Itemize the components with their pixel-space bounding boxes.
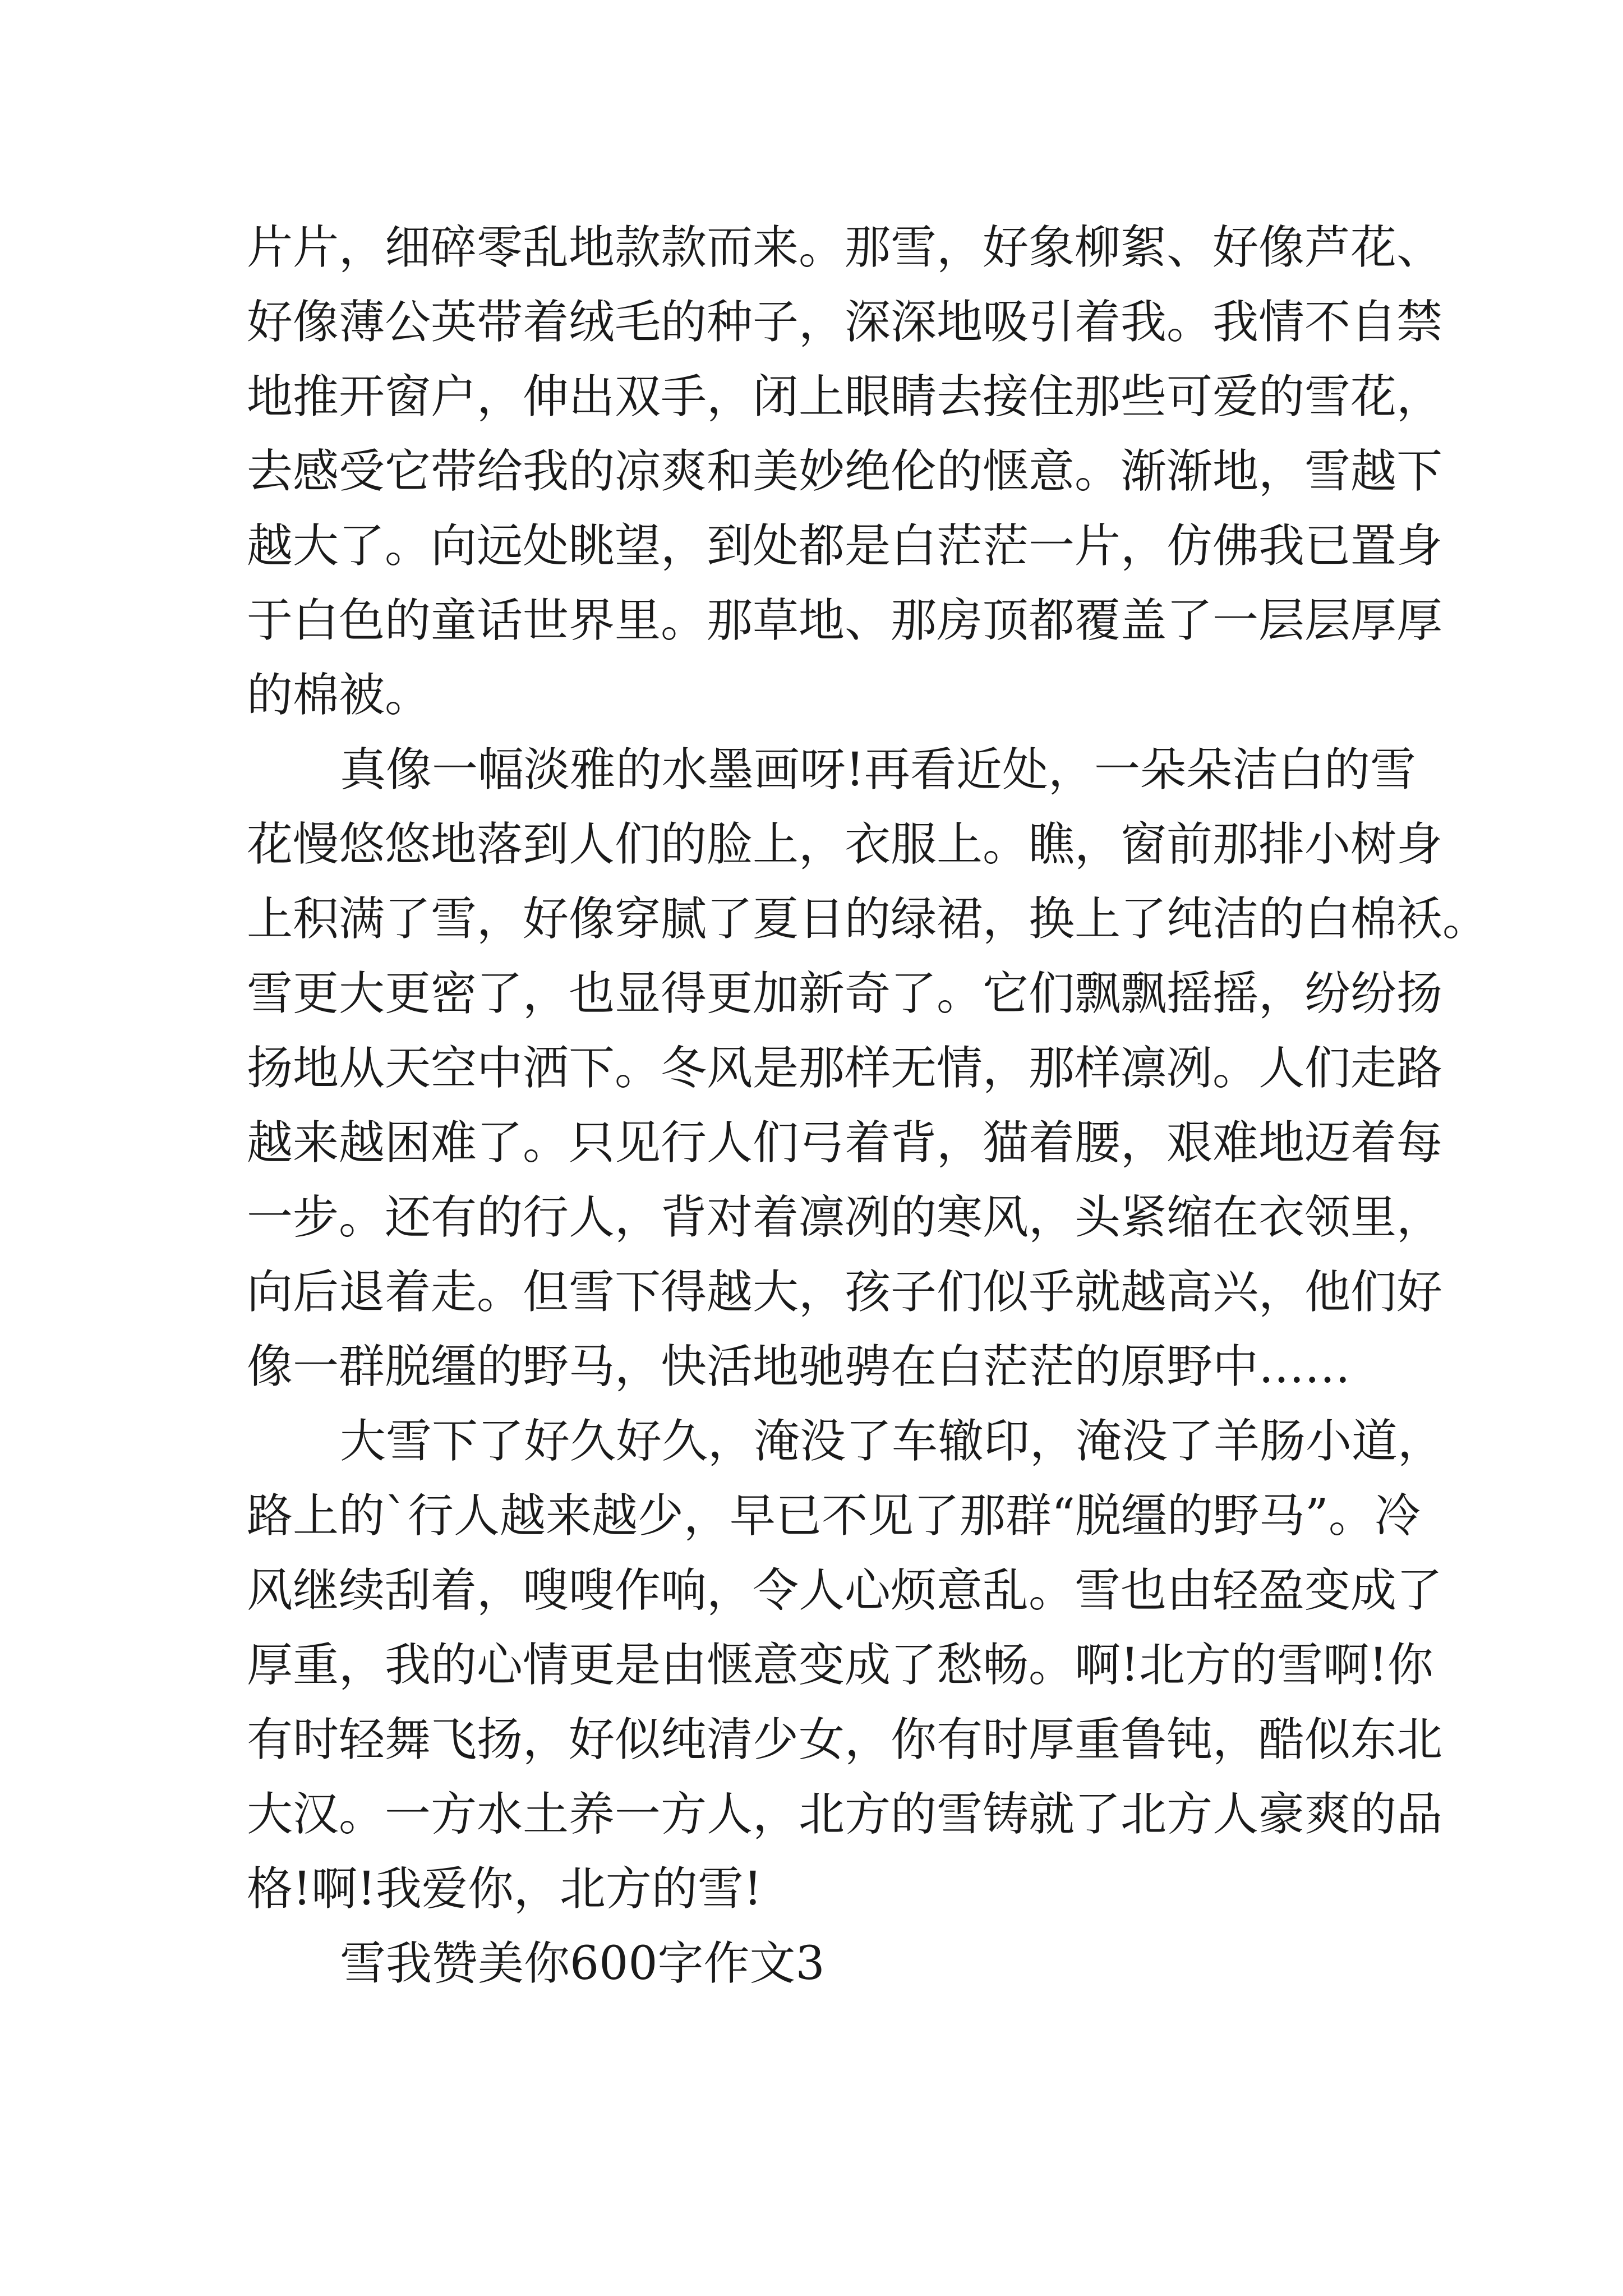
text-line: 花慢悠悠地落到人们的脸上，衣服上。瞧，窗前那排小树身	[247, 818, 1443, 871]
text-line: 向后退着走。但雪下得越大，孩子们似乎就越高兴，他们好	[247, 1266, 1443, 1319]
text-line: 片片，细碎零乱地款款而来。那雪，好象柳絮、好像芦花、	[247, 221, 1443, 274]
text-line: 路上的`行人越来越少，早已不见了那群“脱缰的野马”。冷	[247, 1489, 1421, 1543]
text-line: 厚重，我的心情更是由惬意变成了愁畅。啊!北方的雪啊!你	[247, 1639, 1433, 1692]
text-line: 于白色的童话世界里。那草地、那房顶都覆盖了一层层厚厚	[247, 594, 1443, 647]
text-line: 地推开窗户，伸出双手，闭上眼睛去接住那些可爱的雪花，	[247, 370, 1443, 424]
text-line: 上积满了雪，好像穿腻了夏日的绿裙，换上了纯洁的白棉袄。	[247, 892, 1489, 946]
text-line: 有时轻舞飞扬，好似纯清少女，你有时厚重鲁钝，酷似东北	[247, 1713, 1443, 1766]
text-line: 真像一幅淡雅的水墨画呀!再看近处，一朵朵洁白的雪	[340, 743, 1416, 797]
text-line: 风继续刮着，嗖嗖作响，令人心烦意乱。雪也由轻盈变成了	[247, 1564, 1443, 1617]
text-line: 去感受它带给我的凉爽和美妙绝伦的惬意。渐渐地，雪越下	[247, 445, 1443, 498]
text-line: 大雪下了好久好久，淹没了车辙印，淹没了羊肠小道，	[340, 1415, 1444, 1468]
text-line: 雪更大更密了，也显得更加新奇了。它们飘飘摇摇，纷纷扬	[247, 967, 1443, 1020]
text-line: 越来越困难了。只见行人们弓着背，猫着腰，艰难地迈着每	[247, 1116, 1443, 1170]
section-title: 雪我赞美你600字作文3	[340, 1937, 825, 1990]
text-line: 像一群脱缰的野马，快活地驰骋在白茫茫的原野中……	[247, 1340, 1351, 1393]
text-line: 的棉被。	[247, 669, 431, 722]
text-line: 一步。还有的行人，背对着凛冽的寒风，头紧缩在衣领里，	[247, 1191, 1443, 1244]
text-line: 好像薄公英带着绒毛的种子，深深地吸引着我。我情不自禁	[247, 296, 1443, 349]
text-line: 扬地从天空中洒下。冬风是那样无情，那样凛冽。人们走路	[247, 1042, 1443, 1095]
text-line: 格!啊!我爱你，北方的雪!	[247, 1862, 762, 1916]
text-line: 大汉。一方水土养一方人，北方的雪铸就了北方人豪爽的品	[247, 1788, 1443, 1841]
text-line: 越大了。向远处眺望，到处都是白茫茫一片，仿佛我已置身	[247, 519, 1443, 573]
